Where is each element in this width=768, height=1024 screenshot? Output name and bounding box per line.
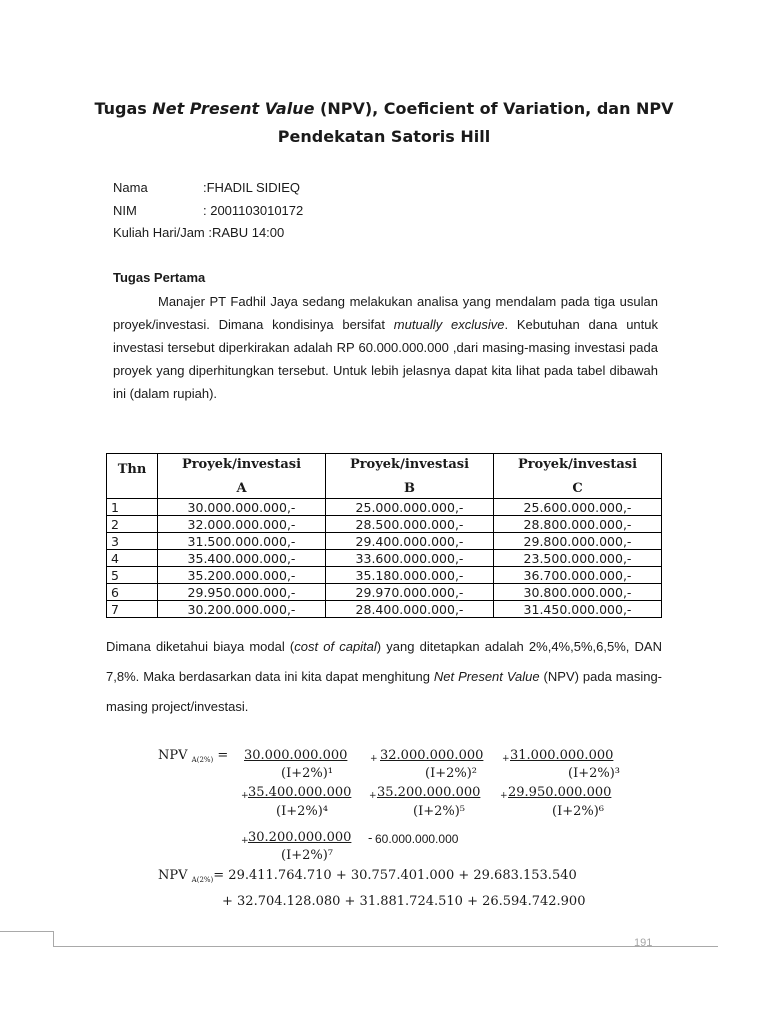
investment-table [106,453,662,618]
header-proyek-c: Proyek/investasi C [494,454,662,499]
plus-sign: + [241,836,249,846]
table-cell-value: 29.800.000.000,- [494,533,662,550]
table-cell-value: 30.200.000.000,- [158,601,326,618]
numerator-1: 30.000.000.000 [244,748,348,763]
info-row-name: Nama :FHADIL SIDIEQ [113,180,301,195]
footer-line-main [53,946,718,947]
table-cell-value: 30.800.000.000,- [494,584,662,601]
table-row [107,550,662,567]
numerator-7: 30.200.000.000 [248,830,352,845]
table-cell-year: 3 [107,533,158,550]
table-cell-value: 30.000.000.000,- [158,499,326,516]
table-cell-value: 36.700.000.000,- [494,567,662,584]
npv-result-line-2: + 32.704.128.080 + 31.881.724.510 + 26.594.742.900 [222,894,586,909]
table-cell-year: 1 [107,499,158,516]
npv-label: NPV $_{A(2\%)}$ = [158,748,229,764]
table-cell-value: 29.970.000.000,- [326,584,494,601]
table-cell-value: 29.400.000.000,- [326,533,494,550]
title-line-2: Pendekatan Satoris Hill [277,127,491,146]
table-cell-value: 35.180.000.000,- [326,567,494,584]
table-cell-year: 4 [107,550,158,567]
plus-sign: + [370,754,378,764]
numerator-2: 32.000.000.000 [380,748,484,763]
numerator-5: 35.200.000.000 [377,785,481,800]
table-cell-value: 25.000.000.000,- [326,499,494,516]
footer-line-left [0,931,53,932]
table-row [107,516,662,533]
denominator-6: (I+2%)⁶ [552,804,605,819]
table-header-row [107,454,662,499]
table-cell-value: 28.400.000.000,- [326,601,494,618]
table-cell-value: 35.200.000.000,- [158,567,326,584]
section-title: Tugas Pertama [113,270,206,285]
table-row [107,567,662,584]
table-cell-value: 28.500.000.000,- [326,516,494,533]
denominator-2: (I+2%)² [425,766,478,781]
numerator-4: 35.400.000.000 [248,785,352,800]
minus-sign: - [368,831,373,846]
initial-investment: 60.000.000.000 [375,832,459,846]
table-cell-value: 31.500.000.000,- [158,533,326,550]
table-cell-year: 6 [107,584,158,601]
plus-sign: + [369,791,377,801]
table-cell-value: 25.600.000.000,- [494,499,662,516]
table-cell-value: 29.950.000.000,- [158,584,326,601]
table-cell-value: 28.800.000.000,- [494,516,662,533]
header-proyek-b: Proyek/investasi B [326,454,494,499]
info-row-nim: NIM : 2001103010172 [113,202,304,218]
denominator-3: (I+2%)³ [568,766,621,781]
plus-sign: + [502,754,510,764]
table-cell-year: 5 [107,567,158,584]
table-row [107,499,662,516]
denominator-5: (I+2%)⁵ [413,804,466,819]
denominator-7: (I+2%)⁷ [281,848,334,863]
table-cell-year: 7 [107,601,158,618]
table-cell-value: 32.000.000.000,- [158,516,326,533]
title-line-1: Tugas Net Present Value (NPV), Coeficient of Variation, dan NPV [94,99,674,118]
footer-line-step [53,931,54,946]
intro-paragraph: Manajer PT Fadhil Jaya sedang melakukan analisa yang mendalam pada tiga usulan proyek/investasi. Dimana kondisinya bersifat mutually exclusive. Kebutuhan dana untuk investasi tersebut diperkirakan adalah RP 60.000.000.000 ,dari masing-masing investasi pada proyek yang diperhitungkan tersebut. Untuk lebih jelasnya dapat kita lihat pada tabel dibawah ini (dalam rupiah). [113,294,658,401]
npv-result-line-1: NPV $_{A(2\%)}$= 29.411.764.710 + 30.757.401.000 + 29.683.153.540 [158,868,577,884]
plus-sign: + [500,791,508,801]
table-row [107,533,662,550]
table-cell-value: 33.600.000.000,- [326,550,494,567]
cost-of-capital-paragraph: Dimana diketahui biaya modal (cost of capital) yang ditetapkan adalah 2%,4%,5%,6,5%, DAN 7,8%. Maka berdasarkan data ini kita dapat menghitung Net Present Value (NPV) pada masing-masing project/investasi. [106,639,662,714]
info-row-kuliah: Kuliah Hari/Jam :RABU 14:00 [113,225,285,240]
table-cell-value: 31.450.000.000,- [494,601,662,618]
denominator-1: (I+2%)¹ [281,766,334,781]
denominator-4: (I+2%)⁴ [276,804,329,819]
table-row [107,584,662,601]
table-cell-value: 35.400.000.000,- [158,550,326,567]
student-info [113,177,303,245]
table-cell-value: 23.500.000.000,- [494,550,662,567]
table-row [107,601,662,618]
page-title [0,95,768,151]
numerator-6: 29.950.000.000 [508,785,612,800]
numerator-3: 31.000.000.000 [510,748,614,763]
header-proyek-a: Proyek/investasi A [158,454,326,499]
plus-sign: + [241,791,249,801]
table-cell-year: 2 [107,516,158,533]
header-thn: Thn [107,454,158,499]
page-number: 191 [634,937,653,949]
